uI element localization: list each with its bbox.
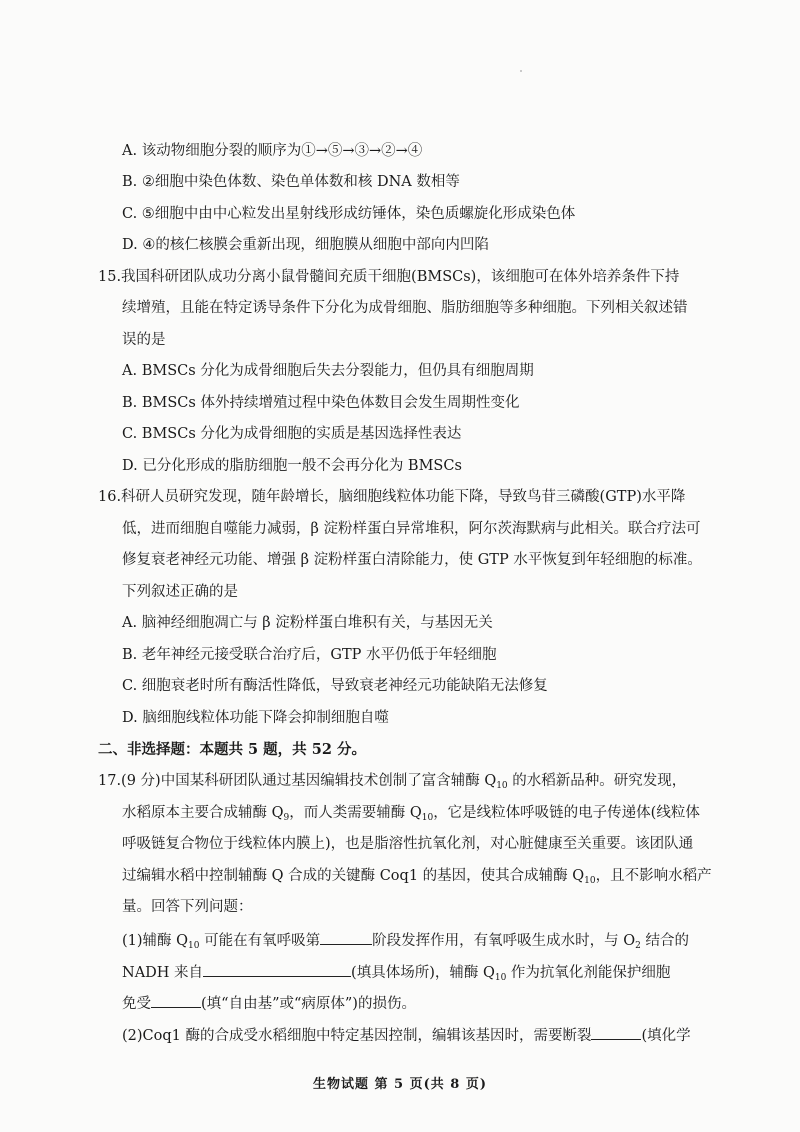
q17-stem-line-4: 过编辑水稻中控制辅酶 Q 合成的关键酶 Coq1 的基因，使其合成辅酶 $Q_{10}$，且不影响水稻产 — [122, 868, 712, 886]
q15-stem-line-3: 误的是 — [122, 332, 166, 348]
answer-blank-1[interactable] — [320, 929, 372, 945]
q14-option-c: C. ⑤细胞中由中心粒发出星射线形成纺锤体，染色质螺旋化形成染色体 — [122, 206, 576, 222]
q15-option-c: C. BMSCs 分化为成骨细胞的实质是基因选择性表达 — [122, 426, 462, 442]
answer-blank-2[interactable] — [203, 961, 351, 977]
section-heading: 二、非选择题：本题共 5 题，共 52 分。 — [98, 741, 366, 758]
q17-stem-line-5: 量。回答下列问题： — [122, 899, 253, 915]
q17-stem-line-3: 呼吸链复合物位于线粒体内膜上)，也是脂溶性抗氧化剂，对心脏健康至关重要。该团队通 — [122, 836, 694, 852]
q16-option-d: D. 脑细胞线粒体功能下降会抑制细胞自噬 — [122, 710, 389, 726]
q17-stem-line-1: 17.(9 分)中国某科研团队通过基因编辑技术创制了富含辅酶 $Q_{10}$ 的水稻新品种。研究发现， — [98, 773, 687, 791]
q17-part1-line-2: NADH 来自 (填具体场所)，辅酶 $Q_{10}$ 作为抗氧化剂能保护细胞 — [122, 961, 670, 983]
q14-option-a: A. 该动物细胞分裂的顺序为①→⑤→③→②→④ — [122, 143, 423, 159]
q15-option-b: B. BMSCs 体外持续增殖过程中染色体数目会发生周期性变化 — [122, 395, 520, 411]
q15-stem-line-1: 15.我国科研团队成功分离小鼠骨髓间充质干细胞(BMSCs)，该细胞可在体外培养条件下持 — [98, 269, 680, 285]
page-footer: 生物试题 第 5 页(共 8 页) — [312, 1077, 488, 1092]
q16-stem-line-4: 下列叙述正确的是 — [122, 584, 238, 600]
q16-stem-line-2: 低，进而细胞自噬能力减弱，β 淀粉样蛋白异常堆积，阿尔茨海默病与此相关。联合疗法可 — [122, 521, 701, 537]
q15-stem-line-2: 续增殖，且能在特定诱导条件下分化为成骨细胞、脂肪细胞等多种细胞。下列相关叙述错 — [122, 300, 688, 316]
q17-stem-line-2: 水稻原本主要合成辅酶 $Q_9$，而人类需要辅酶 $Q_{10}$，它是线粒体呼吸链的电子传递体(线粒体 — [122, 805, 700, 823]
q15-option-d: D. 已分化形成的脂肪细胞一般不会再分化为 BMSCs — [122, 458, 462, 474]
q14-option-d: D. ④的核仁核膜会重新出现，细胞膜从细胞中部向内凹陷 — [122, 237, 489, 253]
q16-stem-line-3: 修复衰老神经元功能、增强 β 淀粉样蛋白清除能力，使 GTP 水平恢复到年轻细胞的标准。 — [122, 552, 702, 568]
q14-option-b: B. ②细胞中染色体数、染色单体数和核 DNA 数相等 — [122, 174, 460, 190]
q17-part2-line-1: (2)Coq1 酶的合成受水稻细胞中特定基因控制，编辑该基因时，需要断裂 (填化学 — [122, 1024, 691, 1046]
q17-part1-line-3: 免受 (填“自由基”或“病原体”)的损伤。 — [122, 992, 416, 1014]
scan-speck — [520, 70, 522, 72]
answer-blank-3[interactable] — [151, 992, 201, 1008]
q17-part1-line-1: (1)辅酶 $Q_{10}$ 可能在有氧呼吸第 阶段发挥作用，有氧呼吸生成水时，与 $O_2$ 结合的 — [122, 929, 689, 951]
q15-option-a: A. BMSCs 分化为成骨细胞后失去分裂能力，但仍具有细胞周期 — [122, 363, 534, 379]
q16-stem-line-1: 16.科研人员研究发现，随年龄增长，脑细胞线粒体功能下降，导致鸟苷三磷酸(GTP)水平降 — [98, 489, 686, 505]
q16-option-c: C. 细胞衰老时所有酶活性降低，导致衰老神经元功能缺陷无法修复 — [122, 678, 548, 694]
q16-option-b: B. 老年神经元接受联合治疗后，GTP 水平仍低于年轻细胞 — [122, 647, 497, 663]
answer-blank-4[interactable] — [591, 1024, 641, 1040]
q16-option-a: A. 脑神经细胞凋亡与 β 淀粉样蛋白堆积有关，与基因无关 — [122, 615, 493, 631]
